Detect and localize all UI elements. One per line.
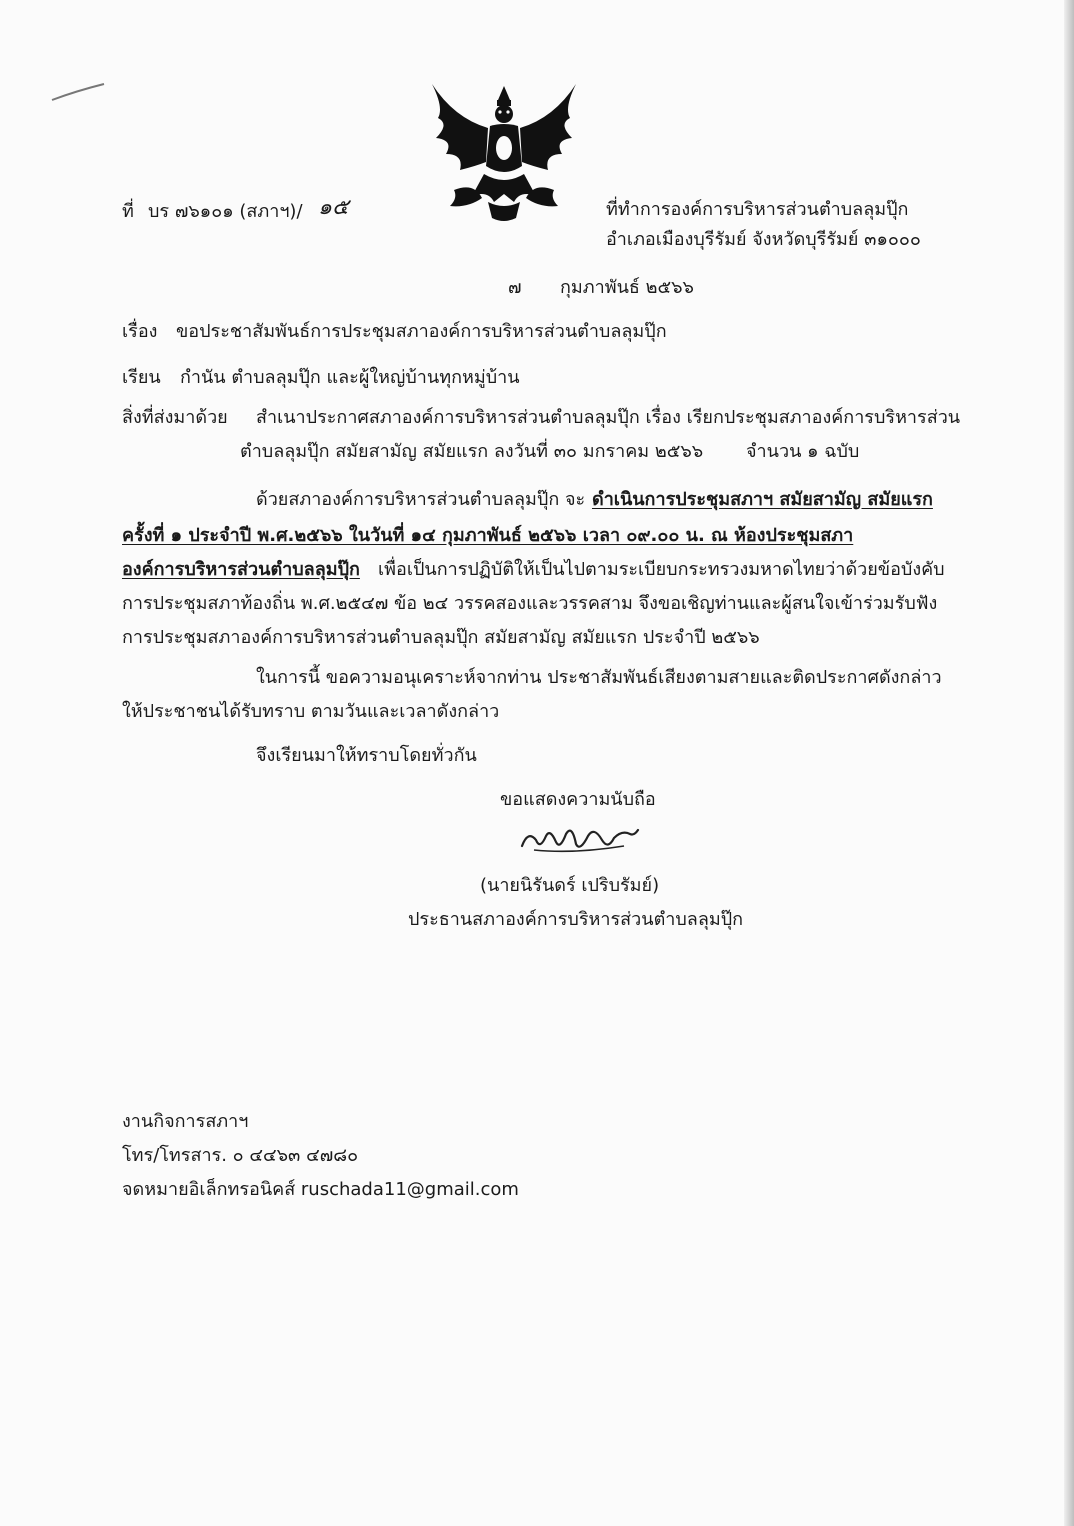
body-p1-line1b: ดำเนินการประชุมสภาฯ สมัยสามัญ สมัยแรก	[592, 489, 933, 510]
signatory-position: ประธานสภาองค์การบริหารส่วนตำบลลุมปุ๊ก	[408, 909, 744, 930]
closing-regards: ขอแสดงความนับถือ	[500, 789, 656, 810]
page-edge-shadow	[1064, 0, 1074, 1526]
enclosure-label: สิ่งที่ส่งมาด้วย	[122, 407, 228, 428]
pen-mark-icon	[48, 80, 108, 104]
date-day: ๗	[508, 277, 522, 298]
office-address-line2: อำเภอเมืองบุรีรัมย์ จังหวัดบุรีรัมย์ ๓๑๐๐๐	[606, 229, 921, 250]
office-address-line1: ที่ทำการองค์การบริหารส่วนตำบลลุมปุ๊ก	[606, 199, 909, 220]
body-p2-line1: ในการนี้ ขอความอนุเคราะห์จากท่าน ประชาสัมพันธ์เสียงตามสายและติดประกาศดังกล่าว	[256, 667, 942, 688]
body-p1-line5: การประชุมสภาองค์การบริหารส่วนตำบลลุมปุ๊ก สมัยสามัญ สมัยแรก ประจำปี ๒๕๖๖	[122, 627, 760, 648]
body-p1-line1a: ด้วยสภาองค์การบริหารส่วนตำบลลุมปุ๊ก จะ	[256, 489, 586, 510]
doc-number-handwritten: ๑๕	[318, 195, 349, 220]
subject-label: เรื่อง	[122, 321, 158, 342]
footer-department: งานกิจการสภาฯ	[122, 1111, 249, 1132]
enclosure-line1: สำเนาประกาศสภาองค์การบริหารส่วนตำบลลุมปุ๊ก เรื่อง เรียกประชุมสภาองค์การบริหารส่วน	[256, 407, 961, 428]
garuda-emblem-icon	[424, 78, 584, 228]
recipient-text: กำนัน ตำบลลุมปุ๊ก และผู้ใหญ่บ้านทุกหมู่บ้าน	[180, 367, 520, 388]
doc-number-label: ที่	[122, 201, 134, 222]
signature-icon	[514, 810, 644, 860]
body-p1-line3b: เพื่อเป็นการปฏิบัติให้เป็นไปตามระเบียบกระทรวงมหาดไทยว่าด้วยข้อบังคับ	[378, 559, 945, 580]
recipient-label: เรียน	[122, 367, 161, 388]
body-p3: จึงเรียนมาให้ทราบโดยทั่วกัน	[256, 745, 477, 766]
enclosure-count: จำนวน ๑ ฉบับ	[746, 441, 860, 462]
subject-text: ขอประชาสัมพันธ์การประชุมสภาองค์การบริหารส่วนตำบลลุมปุ๊ก	[176, 321, 667, 342]
footer-phone: โทร/โทรสาร. ๐ ๔๔๖๓ ๔๗๘๐	[122, 1145, 359, 1166]
body-p2-line2: ให้ประชาชนได้รับทราบ ตามวันและเวลาดังกล่าว	[122, 701, 500, 722]
date-month-year: กุมภาพันธ์ ๒๕๖๖	[560, 277, 694, 298]
footer-email: จดหมายอิเล็กทรอนิคส์ ruschada11@gmail.com	[122, 1179, 519, 1200]
body-p1-line2: ครั้งที่ ๑ ประจำปี พ.ศ.๒๕๖๖ ในวันที่ ๑๔ กุมภาพันธ์ ๒๕๖๖ เวลา ๐๙.๐๐ น. ณ ห้องประชุมสภา	[122, 525, 854, 546]
body-p1-line3a: องค์การบริหารส่วนตำบลลุมปุ๊ก	[122, 559, 360, 580]
body-p1-line4: การประชุมสภาท้องถิ่น พ.ศ.๒๕๔๗ ข้อ ๒๔ วรรคสองและวรรคสาม จึงขอเชิญท่านและผู้สนใจเข้าร่วมรับฟัง	[122, 593, 938, 614]
signatory-name: (นายนิรันดร์ เปริบรัมย์)	[480, 875, 660, 896]
enclosure-line2: ตำบลลุมปุ๊ก สมัยสามัญ สมัยแรก ลงวันที่ ๓๐ มกราคม ๒๕๖๖	[240, 441, 704, 462]
doc-number: บร ๗๖๑๐๑ (สภาฯ)/	[148, 201, 303, 222]
